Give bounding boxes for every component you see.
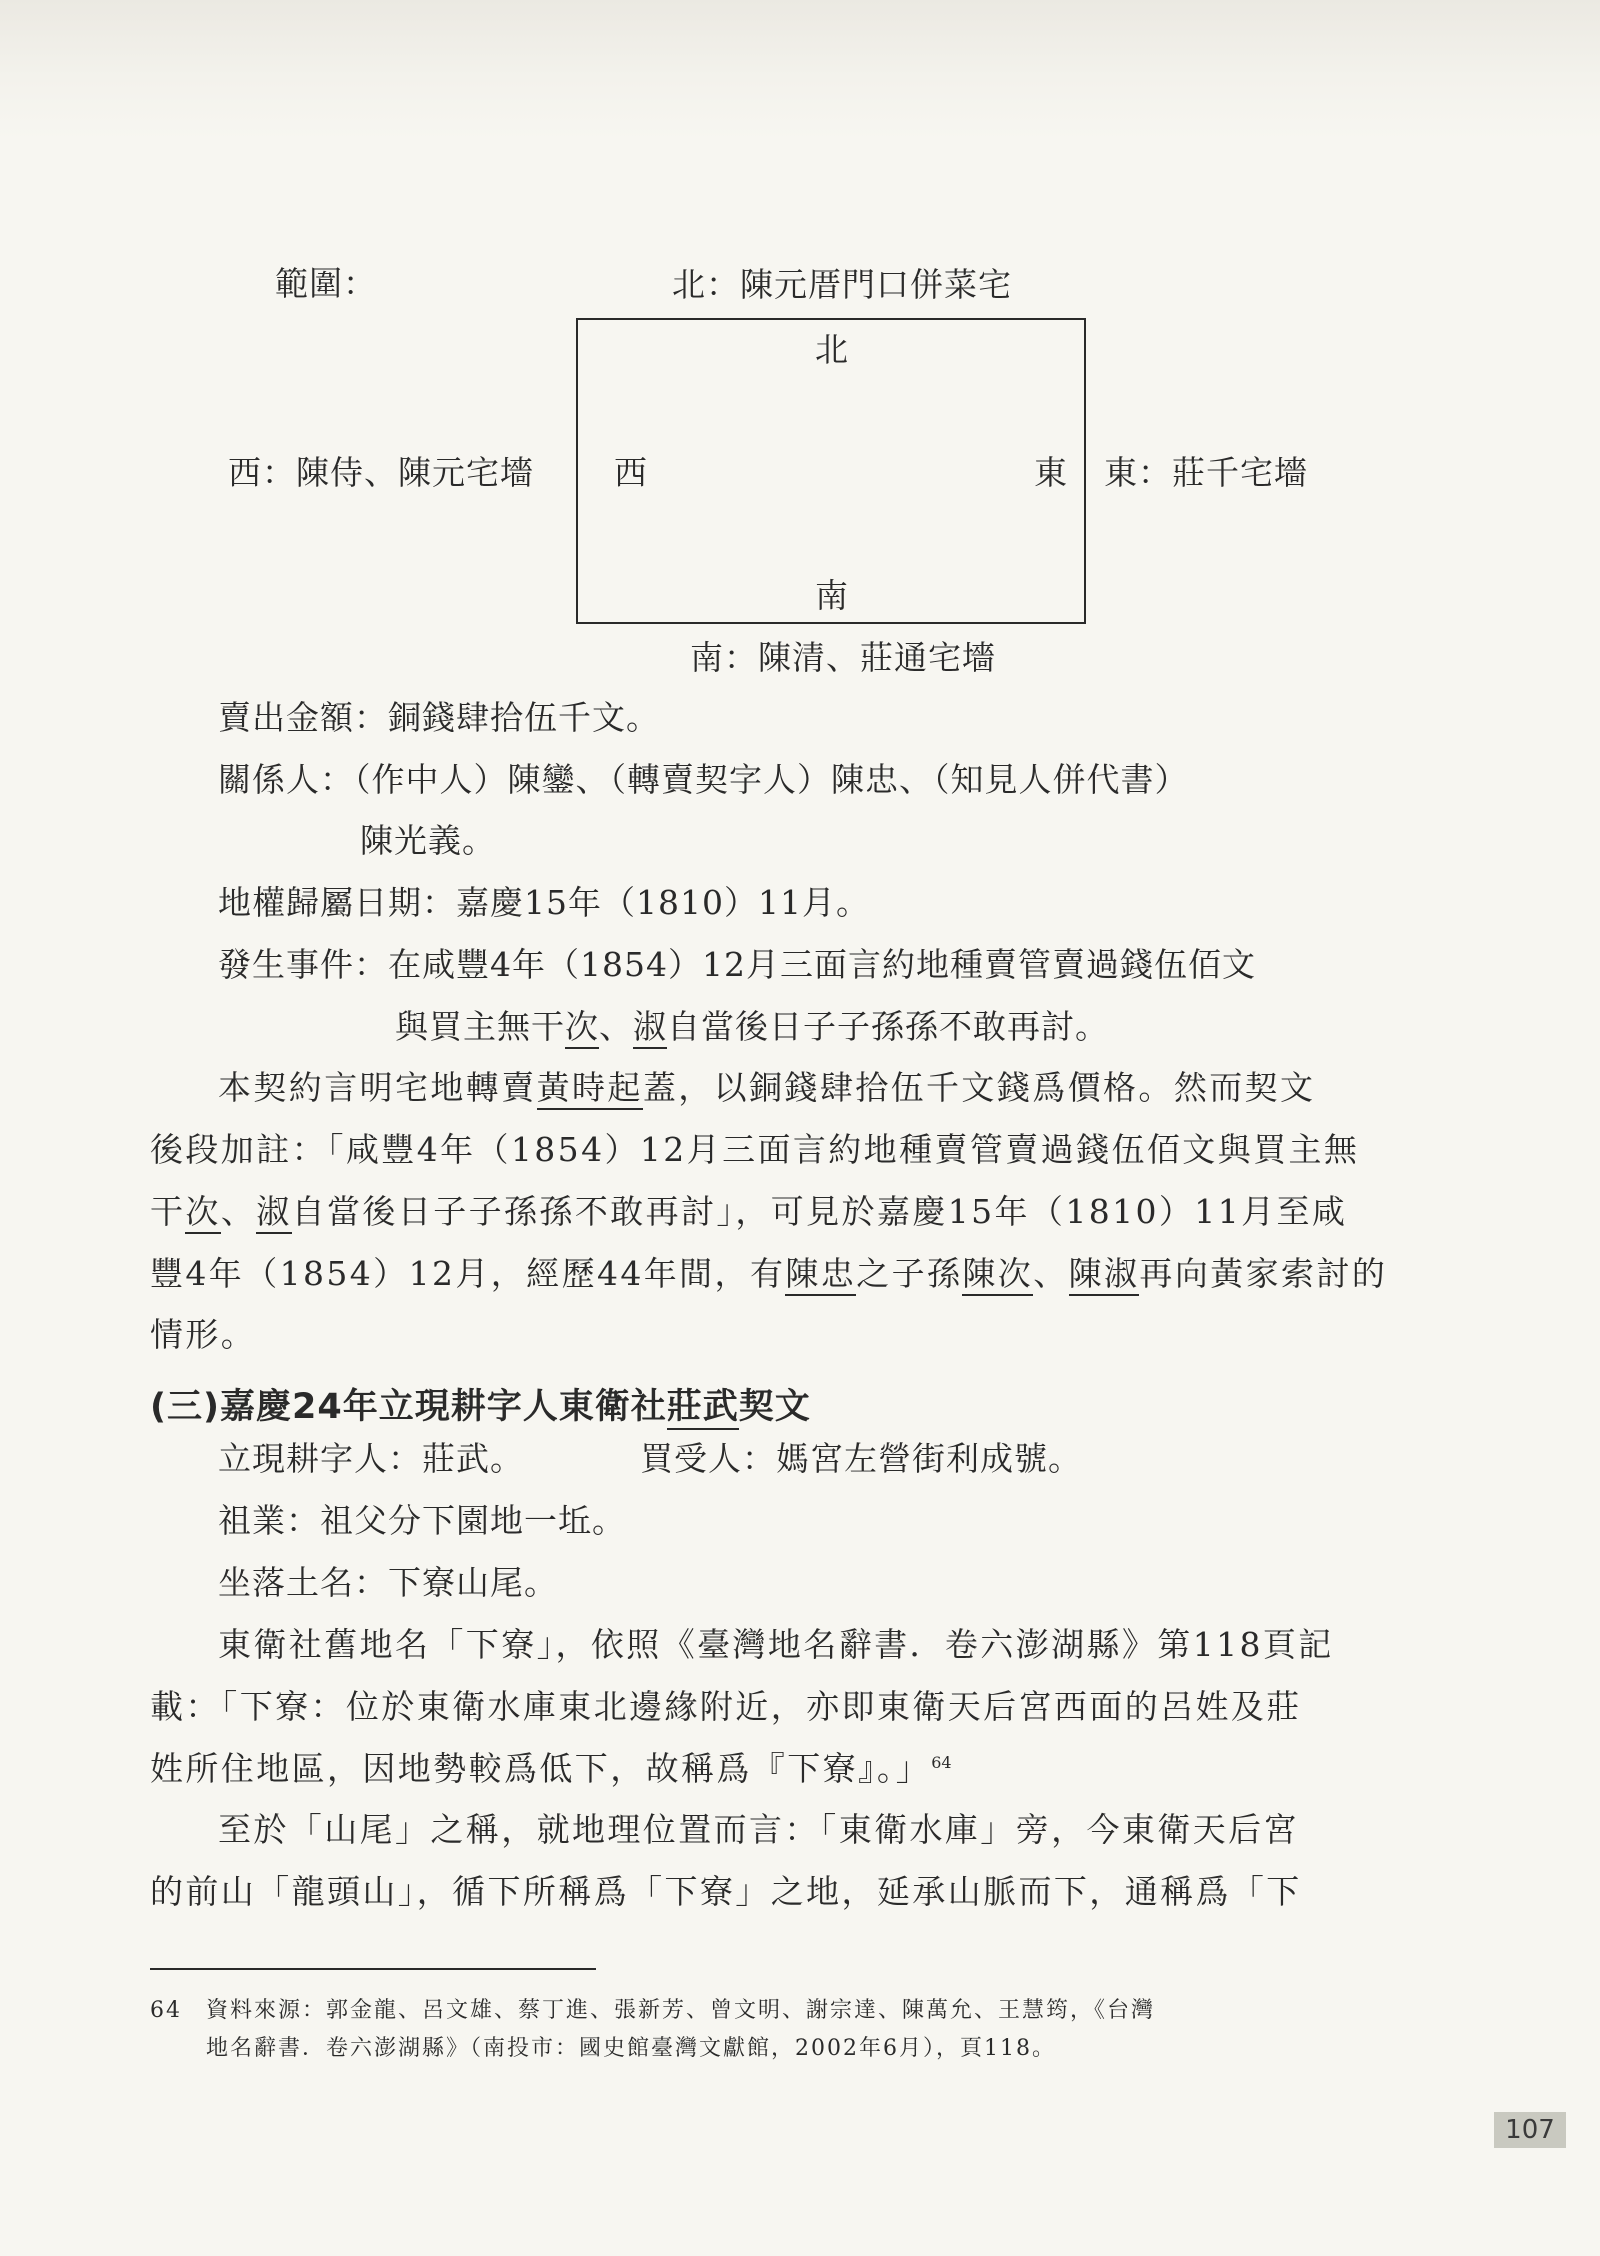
para2-line-2: 載：「下寮：位於東衛水庫東北邊緣附近，亦即東衛天后宮西面的呂姓及莊 xyxy=(150,1687,1302,1726)
section-3-heading-pre: (三)嘉慶24年立現耕字人東衛社 xyxy=(150,1387,667,1427)
location: 坐落土名：下寮山尾。 xyxy=(218,1563,558,1602)
event-line-2 xyxy=(395,1007,1109,1046)
page-top-shadow xyxy=(0,0,1600,140)
boundary-label: 範圍： xyxy=(275,264,377,303)
boundary-north-outer: 北：陳元厝門口併菜宅 xyxy=(672,265,1012,304)
footnote-number: 64 xyxy=(150,1998,182,2023)
para1-l1-post: 蓋，以銅錢肆拾伍千文錢爲價格。然而契文 xyxy=(642,1068,1316,1107)
underlined-name-ci: 次 xyxy=(565,1007,599,1049)
sale-amount: 賣出金額：銅錢肆拾伍千文。 xyxy=(218,698,660,737)
para2-line-1: 東衛社舊地名「下寮」，依照《臺灣地名辭書．卷六澎湖縣》第118頁記 xyxy=(218,1625,1334,1664)
boundary-west-inner: 西 xyxy=(614,453,648,492)
underlined-name-chenshu: 陳淑 xyxy=(1069,1254,1140,1296)
underlined-name-shu-2: 淑 xyxy=(256,1192,291,1234)
event-line-2-pre: 與買主無干 xyxy=(395,1007,565,1046)
para2-l3-text: 姓所住地區，因地勢較爲低下，故稱爲『下寮』。」 xyxy=(150,1749,932,1788)
parties-line-1: 關係人：（作中人）陳鑾、（轉賣契字人）陳忠、（知見人併代書） xyxy=(218,760,1189,799)
underlined-name-chenci: 陳次 xyxy=(962,1254,1033,1296)
para3-line-1: 至於「山尾」之稱，就地理位置而言：「東衛水庫」旁，今東衛天后宮 xyxy=(218,1810,1299,1849)
page-number: 107 xyxy=(1494,2112,1566,2148)
para1-line-3 xyxy=(150,1192,1348,1231)
para2-line-3 xyxy=(150,1749,952,1788)
para1-line-2: 後段加註：「咸豐4年（1854）12月三面言約地種賣管賣過錢伍佰文與買主無 xyxy=(150,1130,1360,1169)
boundary-west-outer: 西：陳侍、陳元宅墻 xyxy=(228,453,534,492)
para1-line-1 xyxy=(218,1068,1316,1107)
underlined-name-ci-2: 次 xyxy=(185,1192,220,1234)
underlined-name-shu: 淑 xyxy=(633,1007,667,1049)
para1-l4-pre: 豐4年（1854）12月，經歷44年間，有 xyxy=(150,1254,786,1293)
para1-l3-post: 自當後日子子孫孫不敢再討」，可見於嘉慶15年（1810）11月至咸 xyxy=(291,1192,1348,1231)
para1-line-4 xyxy=(150,1254,1388,1293)
separator-3: 、 xyxy=(1033,1254,1069,1293)
para1-line-5: 情形。 xyxy=(150,1315,257,1354)
grantor: 立現耕字人：莊武。 xyxy=(218,1439,524,1478)
boundary-south-outer: 南：陳清、莊通宅墻 xyxy=(690,638,996,677)
para3-line-2: 的前山「龍頭山」，循下所稱爲「下寮」之地，延承山脈而下，通稱爲「下 xyxy=(150,1872,1302,1911)
underlined-name-huangshi: 黃時 xyxy=(537,1068,608,1110)
event-line-2-post: 自當後日子子孫孫不敢再討。 xyxy=(667,1007,1109,1046)
title-date: 地權歸屬日期：嘉慶15年（1810）11月。 xyxy=(218,883,870,922)
para1-l3-pre: 干 xyxy=(150,1192,186,1231)
boundary-east-outer: 東：莊千宅墻 xyxy=(1104,453,1308,492)
inheritance: 祖業：祖父分下園地一坵。 xyxy=(218,1501,626,1540)
boundary-east-inner: 東 xyxy=(1034,453,1068,492)
parties-line-2: 陳光義。 xyxy=(360,821,496,860)
section-3-heading-underlined: 莊武 xyxy=(667,1387,739,1430)
para1-l4-mid: 之子孫 xyxy=(856,1254,963,1293)
footnote-line-1: 資料來源：郭金龍、呂文雄、蔡丁進、張新芳、曾文明、謝宗達、陳萬允、王慧筠，《台灣 xyxy=(206,1998,1156,2023)
footnote-ref-64: 64 xyxy=(931,1753,952,1772)
separator: 、 xyxy=(599,1007,633,1046)
boundary-south-inner: 南 xyxy=(815,576,849,615)
underlined-char-qi: 起 xyxy=(607,1068,642,1110)
buyer: 買受人：媽宮左營街利成號。 xyxy=(640,1439,1082,1478)
event-line-1: 發生事件：在咸豐4年（1854）12月三面言約地種賣管賣過錢伍佰文 xyxy=(218,945,1256,984)
footnote-line-2: 地名辭書．卷六澎湖縣》（南投市：國史館臺灣文獻館，2002年6月），頁118。 xyxy=(206,2036,1056,2061)
footnote-rule xyxy=(150,1968,596,1970)
para1-l1-pre: 本契約言明宅地轉賣 xyxy=(218,1068,537,1107)
boundary-north-inner: 北 xyxy=(815,330,849,369)
separator-2: 、 xyxy=(220,1192,257,1231)
section-3-heading-post: 契文 xyxy=(738,1387,811,1427)
section-3-heading xyxy=(150,1379,811,1429)
underlined-name-chenzhong: 陳忠 xyxy=(785,1254,856,1296)
para1-l4-post: 再向黃家索討的 xyxy=(1139,1254,1388,1293)
